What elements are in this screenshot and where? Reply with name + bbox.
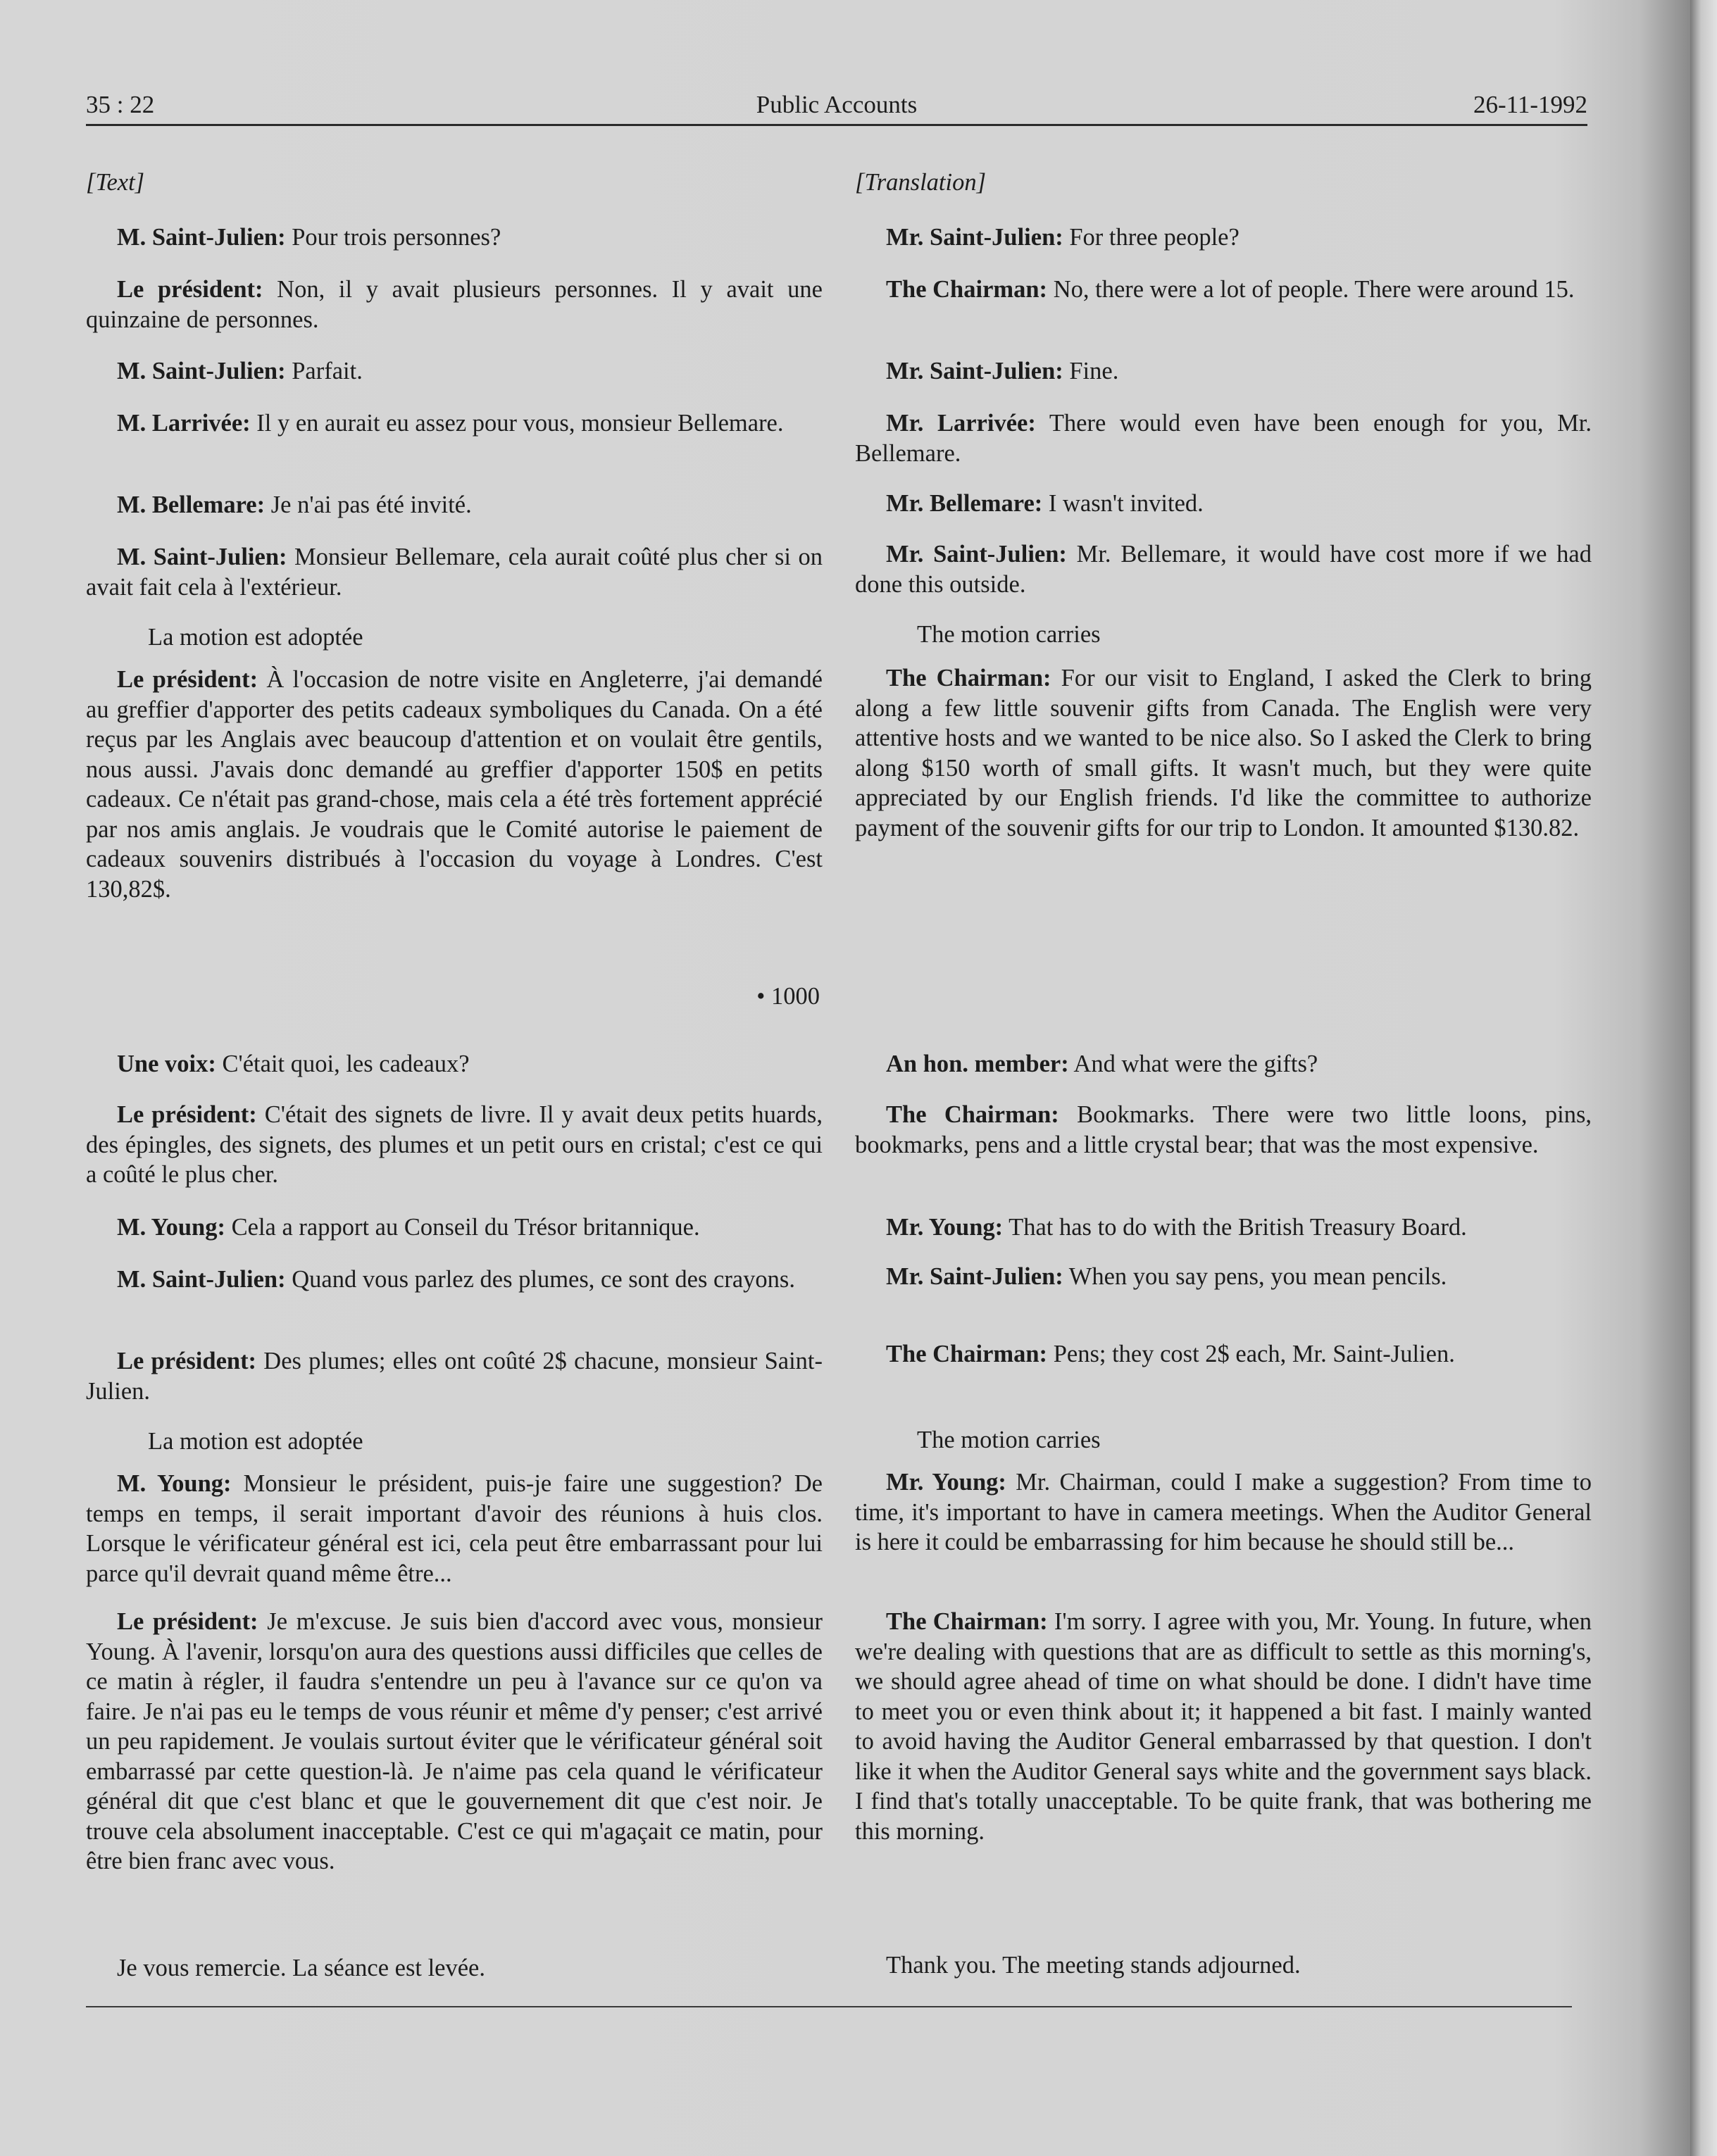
speaker-name: M. Young:: [117, 1470, 232, 1497]
speaker-name: Le président:: [117, 666, 258, 693]
speech-text: Thank you. The meeting stands adjourned.: [886, 1952, 1301, 1979]
speaker-name: An hon. member:: [886, 1051, 1069, 1077]
speech-text: Non, il y avait plusieurs personnes. Il y avait une quinzaine de personnes.: [86, 276, 823, 333]
speech-text: Mr. Bellemare, it would have cost more if we had done this outside.: [855, 541, 1592, 598]
speech-text: Je m'excuse. Je suis bien d'accord avec vous, monsieur Young. À l'avenir, lorsqu'on aura des questions aussi difficiles que celles de ce matin à régler, il faudra s'entendre un peu à l'avance sur ce qu'on va faire. Je n'ai pas eu le temps de vous réunir et même d'y penser; c'est arrivé un peu rapidement. Je voulais surtout éviter que le vérificateur général soit embarrassé par cette question-là. Je n'aime pas cela quand le vérificateur général dit que c'est blanc et que le gouvernement dit que c'est noir. Je trouve cela absolument inacceptable. C'est ce qui m'agaçait ce matin, pour être bien franc avec vous.: [86, 1608, 823, 1874]
speech-paragraph: [855, 663, 1592, 843]
speech-text: Des plumes; elles ont coûté 2$ chacune, monsieur Saint-Julien.: [86, 1348, 823, 1405]
column-label: [Text]: [86, 169, 145, 196]
speaker-name: M. Bellemare:: [117, 491, 266, 518]
speech-text: That has to do with the British Treasury Board.: [1003, 1214, 1467, 1241]
speech-paragraph: [855, 1049, 1592, 1079]
speaker-name: Mr. Young:: [886, 1214, 1004, 1241]
speech-paragraph: [86, 408, 823, 439]
speaker-name: M. Larrivée:: [117, 410, 251, 437]
speech-paragraph: [86, 1607, 823, 1876]
header-date: 26-11-1992: [1473, 91, 1587, 118]
speech-text: Pens; they cost 2$ each, Mr. Saint-Julien.: [1047, 1341, 1455, 1367]
speech-paragraph: [855, 1100, 1592, 1160]
speech-text: Monsieur Bellemare, cela aurait coûté plus cher si on avait fait cela à l'extérieur.: [86, 544, 823, 601]
speech-paragraph: [86, 1212, 823, 1243]
column-label-text: Text: [95, 169, 135, 196]
motion-result: La motion est adoptée: [148, 624, 363, 651]
speaker-name: The Chairman:: [886, 1341, 1048, 1367]
page-number: 35 : 22: [86, 91, 155, 118]
column-label-text: Translation: [864, 169, 977, 196]
column-label: [Translation]: [855, 169, 987, 196]
speech-text: Parfait.: [285, 358, 363, 384]
speech-text: Il y en aurait eu assez pour vous, monsieur Bellemare.: [250, 410, 784, 437]
speaker-name: The Chairman:: [886, 1608, 1048, 1635]
speaker-name: M. Saint-Julien:: [117, 1266, 286, 1293]
speech-text: For our visit to England, I asked the Clerk to bring along a few little souvenir gifts from Canada. The English were very attentive hosts and we wanted to be nice also. So I asked the Clerk to bring along $150 worth of small gifts. It wasn't much, but they were quite appreciated by our English friends. I'd like the committee to authorize payment of the souvenir gifts for our trip to London. It amounted $130.82.: [855, 665, 1592, 841]
speaker-name: The Chairman:: [886, 665, 1051, 691]
speech-text: There would even have been enough for you, Mr. Bellemare.: [855, 410, 1592, 467]
speaker-name: Le président:: [117, 1348, 257, 1374]
speaker-name: Mr. Young:: [886, 1469, 1006, 1496]
speech-text: Pour trois personnes?: [285, 224, 501, 251]
speaker-name: Mr. Bellemare:: [886, 490, 1043, 517]
motion-result: The motion carries: [917, 621, 1101, 648]
speaker-name: Une voix:: [117, 1051, 216, 1077]
speech-paragraph: [855, 1339, 1592, 1370]
speech-text: Quand vous parlez des plumes, ce sont des crayons.: [285, 1266, 795, 1293]
speaker-name: Mr. Larrivée:: [886, 410, 1036, 437]
motion-result: The motion carries: [917, 1427, 1101, 1453]
speech-paragraph: [855, 275, 1592, 305]
speech-paragraph: [855, 356, 1592, 387]
speech-text: No, there were a lot of people. There were around 15.: [1047, 276, 1575, 303]
speech-paragraph: [86, 356, 823, 387]
speech-paragraph: [855, 489, 1592, 519]
speech-paragraph: [855, 539, 1592, 599]
speech-paragraph: [86, 275, 823, 334]
closing-line: [855, 1950, 1592, 1981]
speech-text: I'm sorry. I agree with you, Mr. Young. In future, when we're dealing with questions that are as difficult to settle as this morning's, we should agree ahead of time on what should be done. I didn't have time to meet you or even think about it; it happened a bit fast. I mainly wanted to avoid having the Auditor General embarrassed by that question. I don't like it when the Auditor General says white and the government says black. I find that's totally unacceptable. To be quite frank, that was bothering me this morning.: [855, 1608, 1592, 1845]
speech-text: C'était quoi, les cadeaux?: [216, 1051, 470, 1077]
speech-text: When you say pens, you mean pencils.: [1063, 1263, 1447, 1290]
speaker-name: Mr. Saint-Julien:: [886, 1263, 1063, 1290]
speech-paragraph: [86, 223, 823, 253]
speech-text: I wasn't invited.: [1042, 490, 1204, 517]
speech-text: C'était des signets de livre. Il y avait deux petits huards, des épingles, des signets, des plumes et un petit ours en cristal; c'est ce qui a coûté le plus cher.: [86, 1101, 823, 1188]
speech-paragraph: [86, 1346, 823, 1406]
speaker-name: Le président:: [117, 1101, 257, 1128]
speaker-name: Mr. Saint-Julien:: [886, 541, 1067, 568]
speech-paragraph: [855, 1467, 1592, 1558]
speaker-name: M. Young:: [117, 1214, 225, 1241]
closing-line: [86, 1953, 823, 1983]
speech-text: Monsieur le président, puis-je faire une suggestion? De temps en temps, il serait important d'avoir des réunions à huis clos. Lorsque le vérificateur général est ici, cela peut être embarrassant pour lui parce qu'il devrait quand même être...: [86, 1470, 823, 1587]
page-edge-shadow: [1690, 0, 1717, 2156]
speaker-name: Mr. Saint-Julien:: [886, 358, 1063, 384]
speech-paragraph: [855, 1212, 1592, 1243]
speaker-name: M. Saint-Julien:: [117, 224, 286, 251]
footer-rule: [86, 2006, 1572, 2007]
speech-text: Mr. Chairman, could I make a suggestion? From time to time, it's important to have in camera meetings. When the Auditor General is here it could be embarrassing for him because he should still be...: [855, 1469, 1592, 1555]
speech-text: Cela a rapport au Conseil du Trésor britannique.: [225, 1214, 700, 1241]
speech-paragraph: [855, 1262, 1592, 1292]
publication-title: Public Accounts: [756, 91, 918, 118]
speaker-name: Le président:: [117, 276, 263, 303]
speech-text: Fine.: [1063, 358, 1119, 384]
speaker-name: M. Saint-Julien:: [117, 358, 286, 384]
speech-text: Bookmarks. There were two little loons, pins, bookmarks, pens and a little crystal bear; that was the most expensive.: [855, 1101, 1592, 1158]
speech-paragraph: [86, 1469, 823, 1588]
speaker-name: Le président:: [117, 1608, 258, 1635]
speech-paragraph: [86, 542, 823, 602]
speech-paragraph: [86, 1049, 823, 1079]
speech-text: And what were the gifts?: [1068, 1051, 1318, 1077]
speaker-name: M. Saint-Julien:: [117, 544, 287, 570]
speech-text: Je vous remercie. La séance est levée.: [117, 1955, 485, 1981]
speech-text: For three people?: [1063, 224, 1240, 251]
speaker-name: The Chairman:: [886, 276, 1048, 303]
speech-paragraph: [855, 1607, 1592, 1846]
motion-result: La motion est adoptée: [148, 1428, 363, 1455]
speech-paragraph: [86, 490, 823, 520]
speaker-name: Mr. Saint-Julien:: [886, 224, 1063, 251]
speech-paragraph: [855, 223, 1592, 253]
speech-paragraph: [855, 408, 1592, 468]
running-header: [86, 86, 1587, 126]
speech-text: Je n'ai pas été invité.: [265, 491, 472, 518]
speech-paragraph: [86, 1265, 823, 1295]
time-marker: • 1000: [756, 983, 820, 1010]
speaker-name: The Chairman:: [886, 1101, 1059, 1128]
speech-paragraph: [86, 665, 823, 904]
speech-text: À l'occasion de notre visite en Angleterre, j'ai demandé au greffier d'apporter des petits cadeaux symboliques du Canada. On a été reçus par les Anglais avec beaucoup d'attention et on voulait être gentils, nous aussi. J'avais donc demandé au greffier d'apporter 150$ en petits cadeaux. Ce n'était pas grand-chose, mais cela a été très fortement apprécié par nos amis anglais. Je voudrais que le Comité autorise le paiement de cadeaux souvenirs distribués à l'occasion du voyage à Londres. C'est 130,82$.: [86, 666, 823, 903]
speech-paragraph: [86, 1100, 823, 1190]
